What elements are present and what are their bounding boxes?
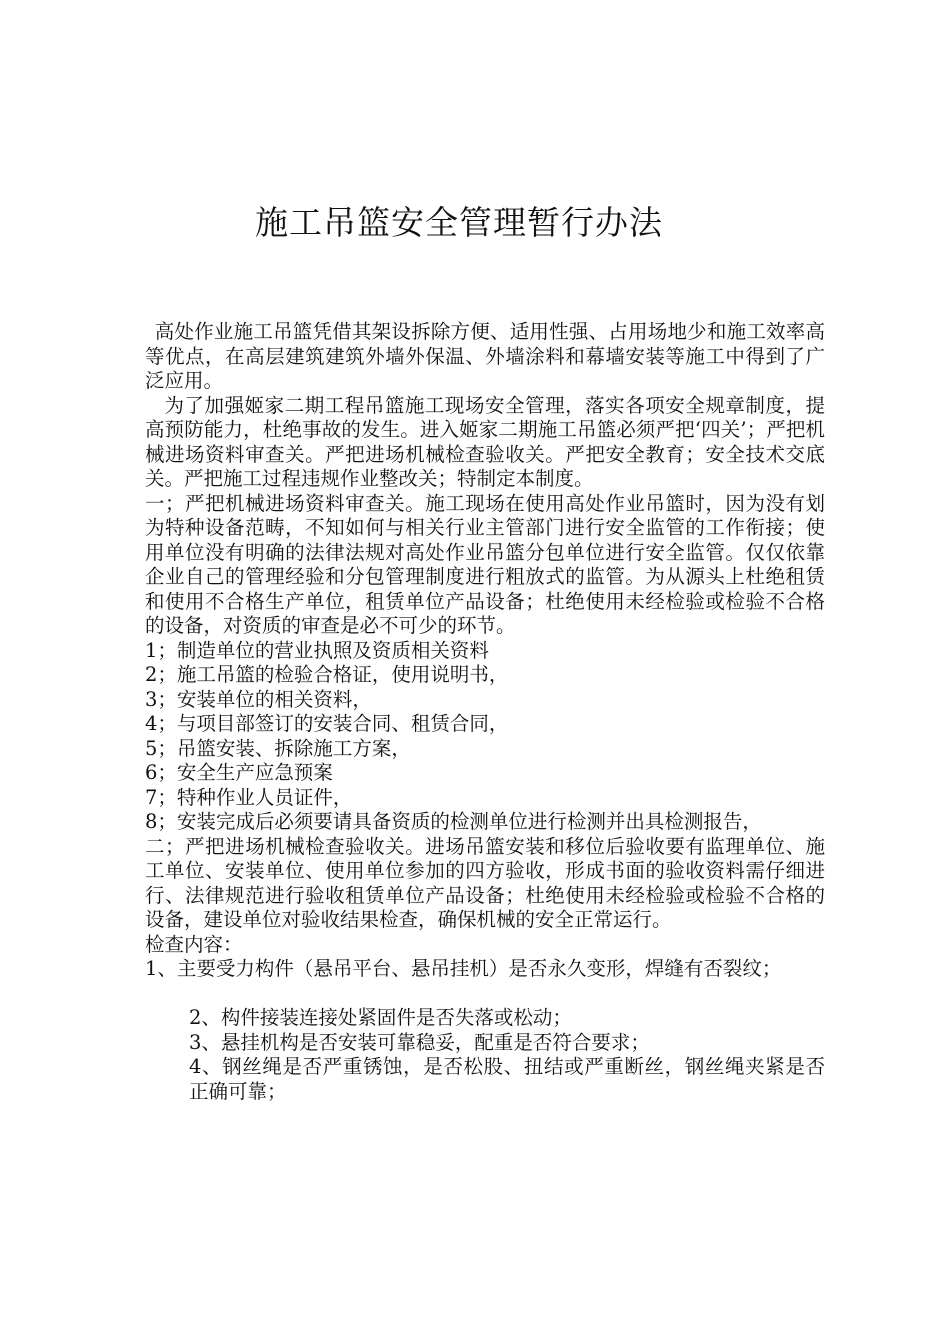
purpose-paragraph: 为了加强姬家二期工程吊篮施工现场安全管理，落实各项安全规章制度，提高预防能力，杜绝事故的发生。进入姬家二期施工吊篮必须严把‘四关’；严把机械进场资料审查关。严把进场机械检查验收关。严把安全教育；安全技术交底关。严把施工过程违规作业整改关；特制定本制度。 — [145, 393, 825, 490]
material-item: 6；安全生产应急预案 — [145, 761, 333, 784]
material-item: 7；特种作业人员证件， — [145, 785, 353, 809]
section-two-paragraph: 二；严把进场机械检查验收关。进场吊篮安装和移位后验收要有监理单位、施工单位、安装单位、使用单位参加的四方验收，形成书面的验收资料需仔细进行、法律规范进行验收租赁单位产品设备；杜绝使用未经检验或检验不合格的设备，建设单位对验收结果检查，确保机械的安全正常运行。 — [145, 834, 825, 931]
document-body — [145, 320, 825, 1104]
document-title: 施工吊篮安全管理暂行办法 — [255, 203, 663, 243]
check-item: 1、主要受力构件（悬吊平台、悬吊挂机）是否永久变形，焊缝有否裂纹； — [145, 957, 782, 980]
material-item: 8；安装完成后必须要请具备资质的检测单位进行检测并出具检测报告， — [145, 810, 762, 833]
material-item: 3；安装单位的相关资料， — [145, 687, 372, 711]
section-one-paragraph: 一；严把机械进场资料审查关。施工现场在使用高处作业吊篮时，因为没有划为特种设备范畴，不知如何与相关行业主管部门进行安全监管的工作衔接；使用单位没有明确的法律法规对高处作业吊篮分包单位进行安全监管。仅仅依靠企业自己的管理经验和分包管理制度进行粗放式的监管。为从源头上杜绝租赁和使用不合格生产单位，租赁单位产品设备；杜绝使用未经检验或检验不合格的设备，对资质的审查是必不可少的环节。 — [145, 491, 825, 637]
material-item: 5；吊篮安装、拆除施工方案， — [145, 736, 411, 760]
check-item: 2、构件接装连接处紧固件是否失落或松动； — [189, 1006, 572, 1029]
intro-paragraph: 高处作业施工吊篮凭借其架设拆除方便、适用性强、占用场地少和施工效率高等优点，在高层建筑建筑外墙外保温、外墙涂料和幕墙安装等施工中得到了广泛应用。 — [145, 320, 825, 392]
blank-line — [145, 982, 825, 1007]
check-heading: 检查内容： — [145, 932, 243, 956]
material-item: 2；施工吊篮的检验合格证，使用说明书， — [145, 663, 509, 686]
check-item: 3、悬挂机构是否安装可靠稳妥，配重是否符合要求； — [189, 1030, 650, 1054]
material-item: 1；制造单位的营业执照及资质相关资料 — [145, 638, 489, 662]
check-item: 4、钢丝绳是否严重锈蚀，是否松股、扭结或严重断丝，钢丝绳夹紧是否正确可靠； — [189, 1055, 825, 1103]
material-item: 4；与项目部签订的安装合同、租赁合同， — [145, 712, 509, 735]
